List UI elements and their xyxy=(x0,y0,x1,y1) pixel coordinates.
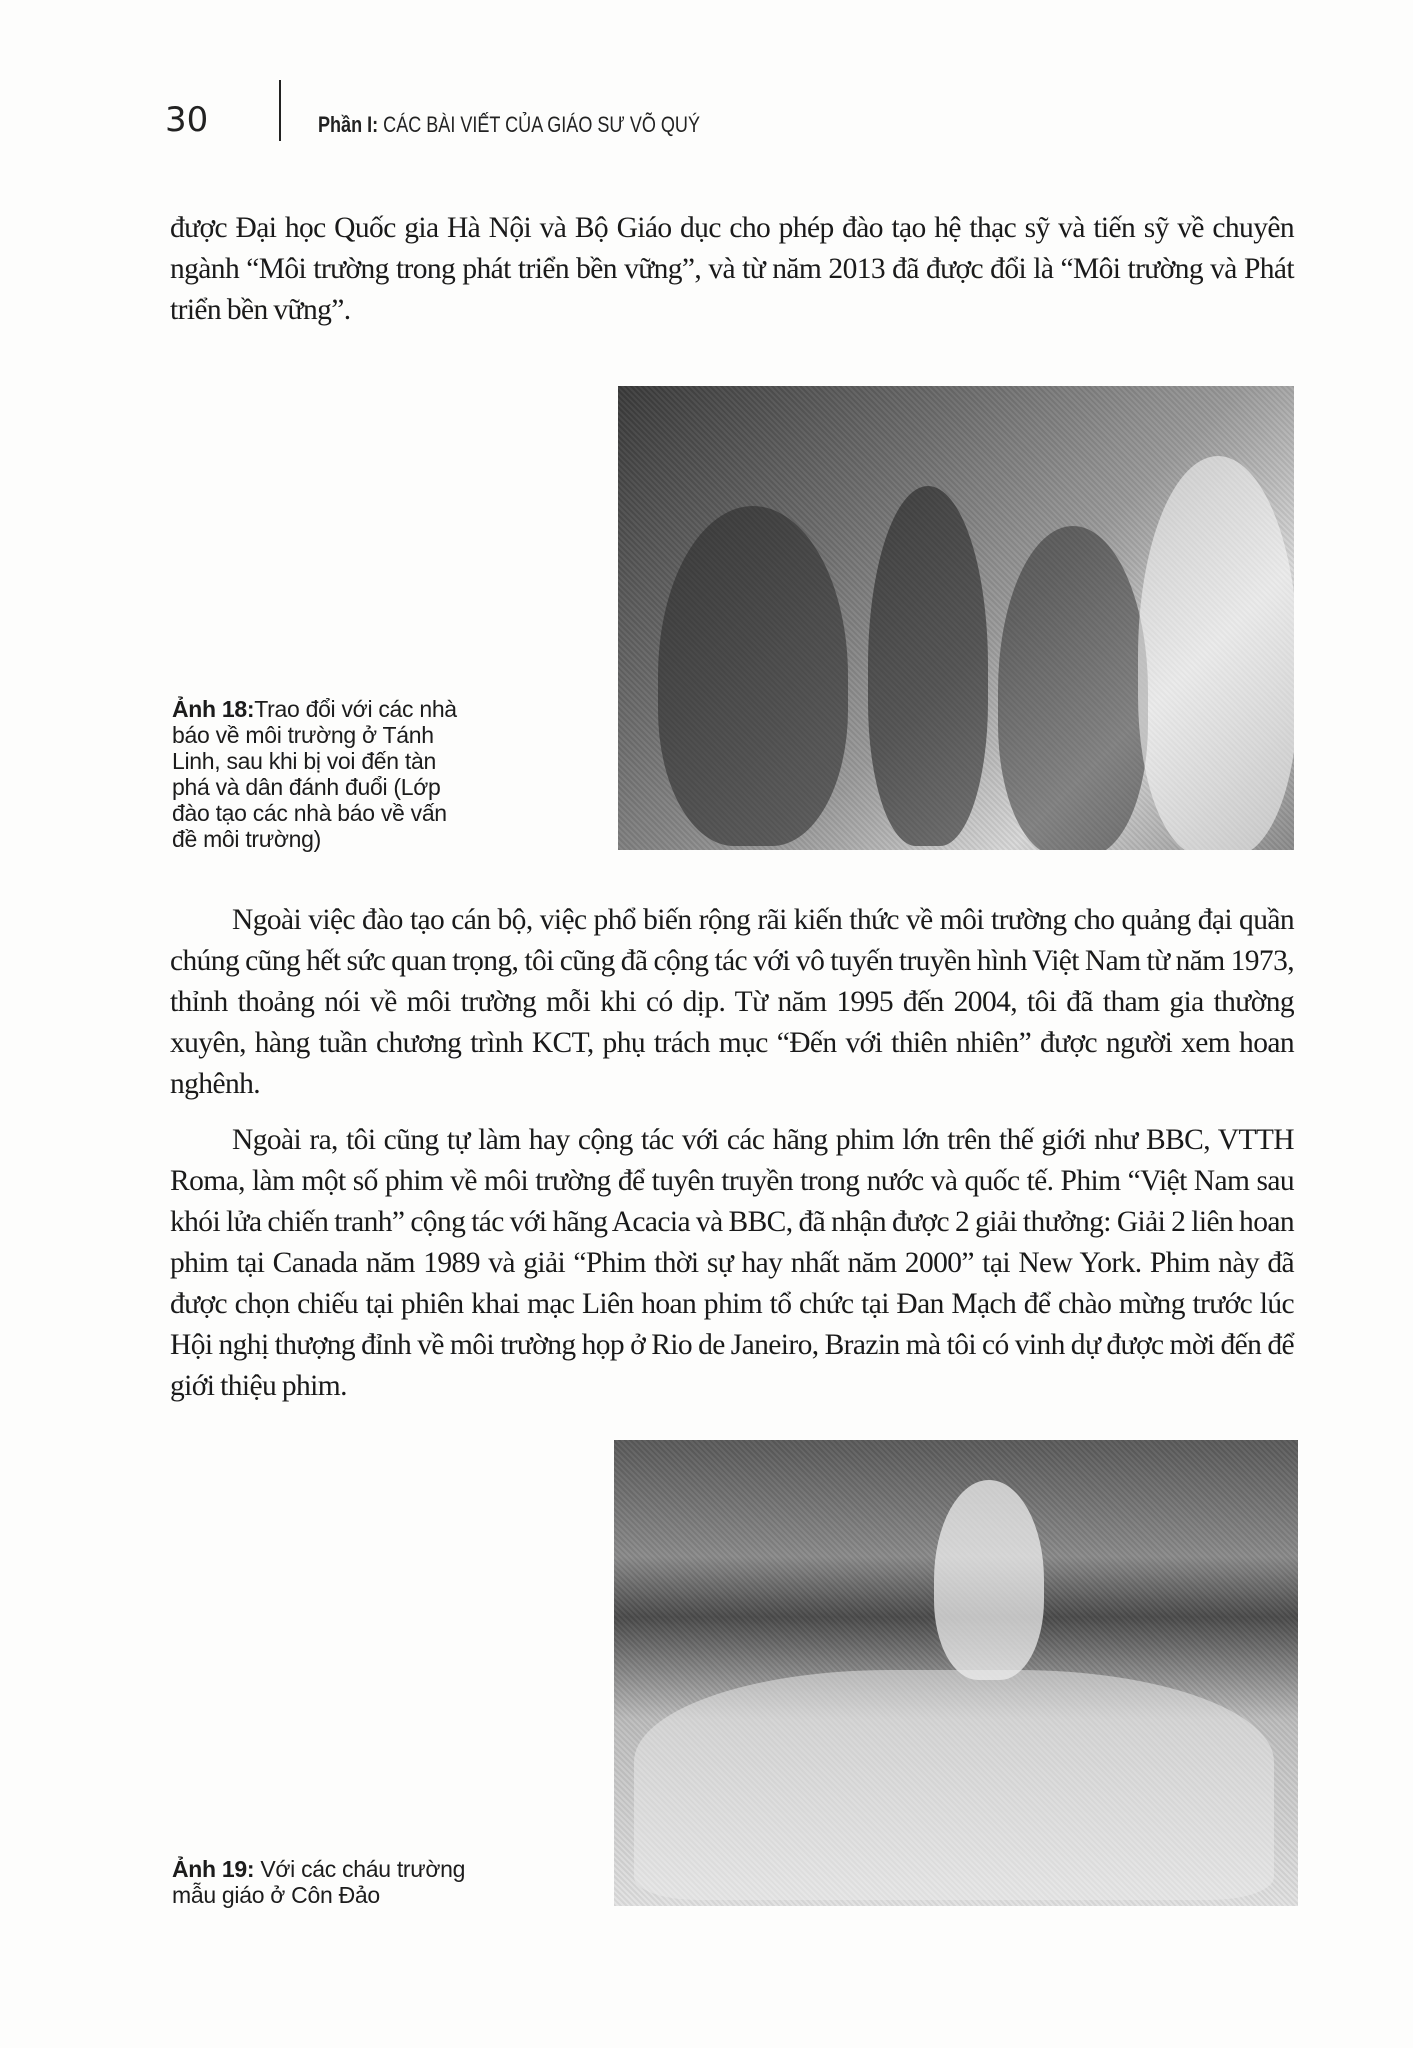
paragraph-3 xyxy=(170,1120,1294,1407)
paragraph-2 xyxy=(170,900,1294,1105)
header-divider xyxy=(279,80,281,141)
photo-figure-person xyxy=(868,486,988,846)
page-number: 30 xyxy=(165,100,209,140)
photo-figure-person xyxy=(1138,456,1294,850)
photo-figure-person xyxy=(658,506,848,846)
photo-19 xyxy=(614,1440,1298,1906)
caption-18 xyxy=(172,696,472,852)
paragraph-text: Ngoài việc đào tạo cán bộ, việc phổ biến rộng rãi kiến thức về môi trường cho quảng đại quần chúng cũng hết sức quan trọng, tôi cũng đã cộng tác với vô tuyến truyền hình Việt Nam từ năm 1973, thỉnh thoảng nói về môi trường mỗi khi có dịp. Từ năm 1995 đến 2004, tôi đã tham gia thường xuyên, hàng tuần chương trình KCT, phụ trách mục “Đến với thiên nhiên” được người xem hoan nghênh. xyxy=(170,904,1294,1100)
caption-text: Với các cháu trường mẫu giáo ở Côn Đảo xyxy=(172,1856,466,1908)
caption-text: Trao đổi với các nhà báo về môi trường ở Tánh Linh, sau khi bị voi đến tàn phá và dân đánh đuổi (Lớp đào tạo các nhà báo về vấn đề môi trường) xyxy=(172,696,457,852)
photo-figure-person xyxy=(998,526,1148,850)
photo-figure-adult xyxy=(934,1480,1044,1680)
paragraph-text: được Đại học Quốc gia Hà Nội và Bộ Giáo dục cho phép đào tạo hệ thạc sỹ và tiến sỹ về chuyên ngành “Môi trường trong phát triển bền vững”, và từ năm 2013 đã được đổi là “Môi trường và Phát triển bền vững”. xyxy=(170,212,1294,326)
part-label: Phần I: xyxy=(318,112,379,137)
photo-figure-children xyxy=(634,1670,1274,1900)
paragraph-1 xyxy=(170,208,1294,331)
caption-label: Ảnh 19: xyxy=(172,1856,255,1882)
paragraph-text: Ngoài ra, tôi cũng tự làm hay cộng tác với các hãng phim lớn trên thế giới như BBC, VTTH Roma, làm một số phim về môi trường để tuyên truyền trong nước và quốc tế. Phim “Việt Nam sau khói lửa chiến tranh” cộng tác với hãng Acacia và BBC, đã nhận được 2 giải thưởng: Giải 2 liên hoan phim tại Canada năm 1989 và giải “Phim thời sự hay nhất năm 2000” tại New York. Phim này đã được chọn chiếu tại phiên khai mạc Liên hoan phim tổ chức tại Đan Mạch để chào mừng trước lúc Hội nghị thượng đỉnh về môi trường họp ở Rio de Janeiro, Brazin mà tôi có vinh dự được mời đến để giới thiệu phim. xyxy=(170,1124,1294,1402)
running-head xyxy=(318,112,700,138)
caption-label: Ảnh 18: xyxy=(172,696,255,722)
part-title: CÁC BÀI VIẾT CỦA GIÁO SƯ VÕ QUÝ xyxy=(383,112,700,137)
photo-18 xyxy=(618,386,1294,850)
caption-19 xyxy=(172,1856,502,1908)
